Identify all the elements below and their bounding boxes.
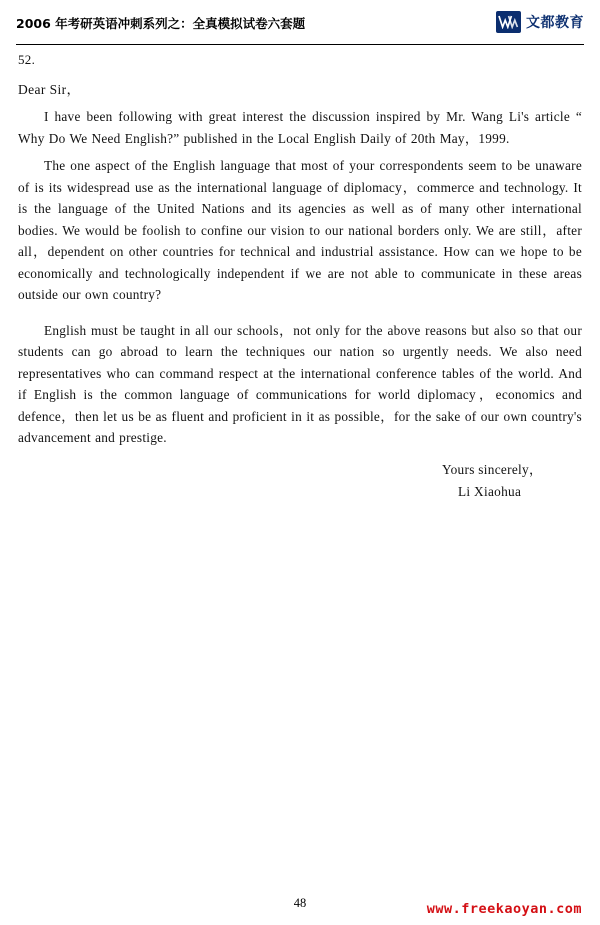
document-body: [18, 52, 582, 503]
letter-signature: Li Xiaohua: [458, 483, 522, 499]
letter-salutation: Dear Sir，: [18, 82, 81, 97]
letter-paragraph: I have been following with great interest the discussion inspired by Mr. Wang Li's article “ Why Do We Need English?” published in the Local English Daily of 20th May，1999.: [18, 109, 582, 146]
header-divider: [16, 44, 584, 45]
header-title: 2006 年考研英语冲刺系列之：全真模拟试卷六套题: [16, 16, 306, 31]
brand-logo-text: 文都教育: [526, 15, 584, 31]
letter-paragraph: English must be taught in all our schools，not only for the above reasons but also so that our students can go abroad to learn the techniques our nation so urgently needs. We also need representatives who can command respect at the international conference tables of the world. And if English is the common language of communications for world diplomacy，economics and defence，then let us be as fluent and proficient in it as possible，for the sake of our own country's advancement and prestige.: [18, 322, 582, 445]
question-number: 52.: [18, 52, 36, 67]
page-number: 48: [293, 896, 307, 910]
w-monogram-icon: [496, 11, 521, 33]
letter-paragraph: The one aspect of the English language that most of your correspondents seem to be unaware of is its widespread use as the international language of diplomacy，commerce and technology. It is the language of the United Nations and its agencies as well as of many other international bodies. We would be foolish to confine our vision to our national borders only. We are still，after all，dependent on other countries for technical and industrial assistance. How can we hope to be economically and technologically independent if we are not able to communicate in these areas outside our own country?: [18, 158, 582, 302]
page-header: [16, 14, 584, 44]
letter-signoff: [18, 459, 582, 503]
watermark-url: www.freekaoyan.com: [426, 901, 582, 917]
letter-closing: Yours sincerely，: [442, 461, 543, 477]
brand-logo: [496, 11, 584, 33]
